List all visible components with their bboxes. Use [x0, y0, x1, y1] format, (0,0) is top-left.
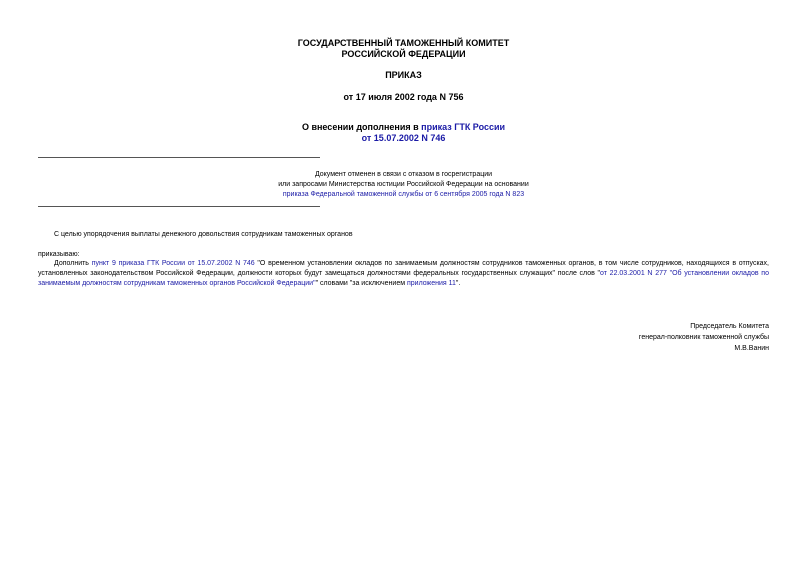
link-order-277[interactable]: от 22.03.2001 N 277: [600, 270, 667, 277]
para-start: Дополнить: [54, 260, 92, 267]
link-appendix-11[interactable]: приложения 11: [406, 280, 456, 287]
notice-line3: [0, 190, 807, 200]
para-words: " словами "за исключением: [315, 280, 407, 287]
link-item9-order-746[interactable]: пункт 9 приказа ГТК России от 15.07.2002 N 746: [91, 260, 255, 267]
para-quote1: "О временном установлении окладов по занимаемым должностям сотрудников таможенных органов, в том числе сотрудников, находящихся в отпусках, установленных законодательством Российской Федерации, должности которых будут замещаться должностями федеральных государственных служащих": [38, 260, 770, 277]
para-end: ".: [455, 280, 461, 287]
preamble-paragraph: С целью упорядочения выплаты денежного довольствия сотрудникам таможенных органов: [54, 231, 353, 238]
para-after-words: после слов ": [554, 270, 601, 277]
decree-word: приказываю:: [38, 251, 80, 258]
signature-block: [639, 321, 769, 354]
subject-line1: [0, 122, 807, 133]
main-paragraph: [38, 259, 769, 289]
subject-line2: [0, 133, 807, 144]
document-subject: [0, 122, 807, 144]
revocation-notice: [0, 170, 807, 200]
link-order-746-date[interactable]: от 15.07.2002 N 746: [361, 133, 446, 143]
document-date-number: от 17 июля 2002 года N 756: [343, 92, 464, 102]
link-fts-order-823[interactable]: приказа Федеральной таможенной службы от 6 сентября 2005 года N 823: [282, 191, 525, 198]
signatory-position: Председатель Комитета: [690, 323, 769, 330]
signatory-name: М.В.Ванин: [734, 345, 769, 352]
notice-line2: или запросами Министерства юстиции Российской Федерации на основании: [278, 181, 529, 188]
notice-line1: Документ отменен в связи с отказом в госрегистрации: [314, 171, 493, 178]
org-name-line1: ГОСУДАРСТВЕННЫЙ ТАМОЖЕННЫЙ КОМИТЕТ: [297, 38, 510, 48]
divider-top: [38, 157, 320, 158]
org-name-line2: РОССИЙСКОЙ ФЕДЕРАЦИИ: [341, 49, 466, 59]
link-order-746[interactable]: приказ ГТК России: [421, 122, 506, 132]
para-quote2-link[interactable]: "Об установлении окладов по занимаемым должностям сотрудникам таможенных органов Российской Федерации": [38, 270, 769, 287]
signatory-rank: генерал-полковник таможенной службы: [638, 334, 769, 341]
subject-prefix: О внесении дополнения в: [301, 122, 422, 132]
organization-header: [0, 38, 807, 60]
document-type: ПРИКАЗ: [385, 70, 422, 80]
divider-bottom: [38, 206, 320, 207]
